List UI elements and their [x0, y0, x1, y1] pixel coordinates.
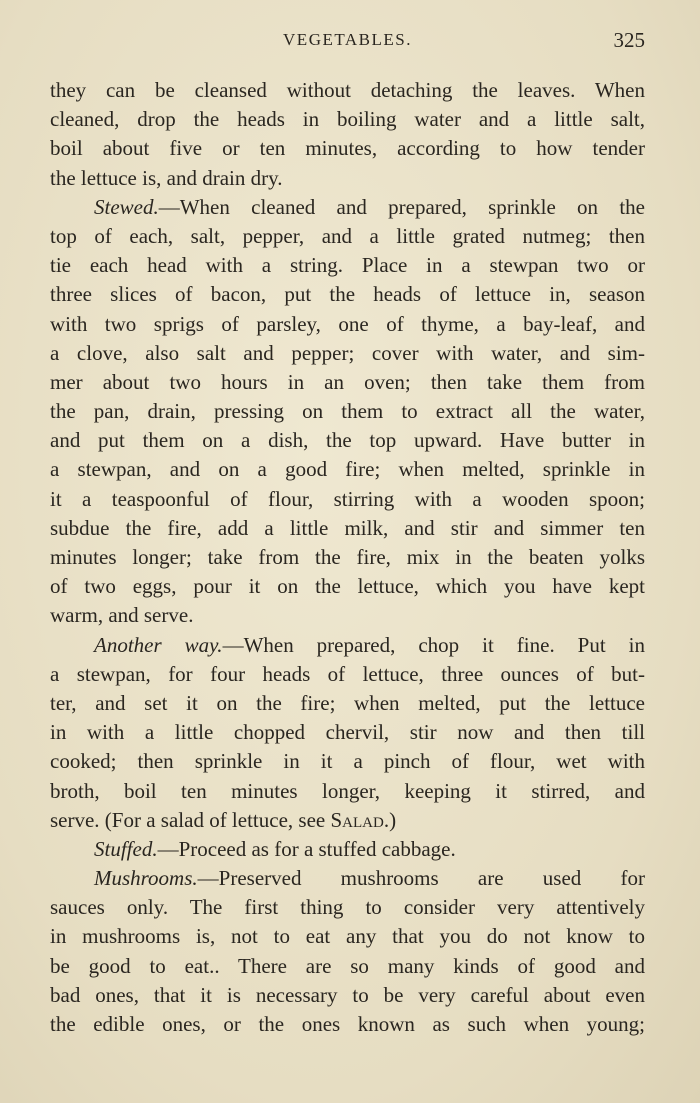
- text-line: bad ones, that it is necessary to be very careful about even: [50, 982, 645, 1007]
- text-line: ter, and set it on the fire; when melted, put the lettuce: [50, 690, 645, 715]
- text-line: mer about two hours in an oven; then take them from: [50, 369, 645, 394]
- text-line: a clove, also salt and pepper; cover with water, and sim-: [50, 340, 645, 365]
- text-line: boil about five or ten minutes, according to how tender: [50, 136, 645, 161]
- text-line: and put them on a dish, the top upward. Have butter in: [50, 428, 645, 453]
- text-line: a stewpan, and on a good fire; when melted, sprinkle in: [50, 457, 645, 482]
- text-line: Mushrooms.—Preserved mushrooms are used for: [94, 866, 645, 891]
- text-line: minutes longer; take from the fire, mix in the beaten yolks: [50, 545, 645, 569]
- running-head: VEGETABLES.: [283, 30, 412, 49]
- text-line: they can be cleansed without detaching the leaves. When: [50, 78, 645, 102]
- text-line: cleaned, drop the heads in boiling water and a little salt,: [50, 107, 645, 132]
- text-line: Another way.—When prepared, chop it fine. Put in: [94, 632, 645, 657]
- text-line: with two sprigs of parsley, one of thyme, a bay-leaf, and: [50, 311, 645, 336]
- text-line: of two eggs, pour it on the lettuce, which you have kept: [50, 574, 645, 599]
- text-line: in with a little chopped chervil, stir now and then till: [50, 720, 645, 745]
- section-heading-mushrooms: Mushrooms.: [94, 866, 198, 891]
- page-number: 325: [613, 28, 645, 52]
- text-line: be good to eat.. There are so many kinds of good and: [50, 953, 645, 978]
- text-line: in mushrooms is, not to eat any that you do not know to: [50, 924, 645, 949]
- text-line: cooked; then sprinkle in it a pinch of flour, wet with: [50, 749, 645, 774]
- text-line: a stewpan, for four heads of lettuce, three ounces of but-: [50, 661, 645, 686]
- text-line: serve. (For a salad of lettuce, see Salad.): [50, 807, 397, 832]
- text-line: subdue the fire, add a little milk, and stir and simmer ten: [50, 515, 645, 540]
- section-heading-another-way: Another way.: [94, 632, 223, 657]
- text-line: tie each head with a string. Place in a stewpan two or: [50, 253, 645, 278]
- page-header: [50, 28, 645, 58]
- text-line: warm, and serve.: [50, 603, 194, 628]
- text-line: the edible ones, or the ones known as such when young;: [50, 1012, 645, 1036]
- text-line: broth, boil ten minutes longer, keeping it stirred, and: [50, 778, 645, 803]
- text-line: the lettuce is, and drain dry.: [50, 165, 283, 190]
- section-heading-stewed: Stewed.: [94, 194, 159, 219]
- text-line: Stuffed.—Proceed as for a stuffed cabbage.: [94, 836, 456, 861]
- text-line: sauces only. The first thing to consider very attentively: [50, 895, 645, 920]
- body-text: [50, 76, 645, 1039]
- text-line: top of each, salt, pepper, and a little grated nutmeg; then: [50, 223, 645, 248]
- section-heading-stuffed: Stuffed.: [94, 836, 158, 861]
- text-line: Stewed.—When cleaned and prepared, sprinkle on the: [94, 194, 645, 219]
- cross-reference: Salad: [330, 807, 384, 832]
- text-line: three slices of bacon, put the heads of lettuce in, season: [50, 282, 645, 307]
- text-line: it a teaspoonful of flour, stirring with a wooden spoon;: [50, 486, 645, 511]
- text-line: the pan, drain, pressing on them to extract all the water,: [50, 399, 645, 424]
